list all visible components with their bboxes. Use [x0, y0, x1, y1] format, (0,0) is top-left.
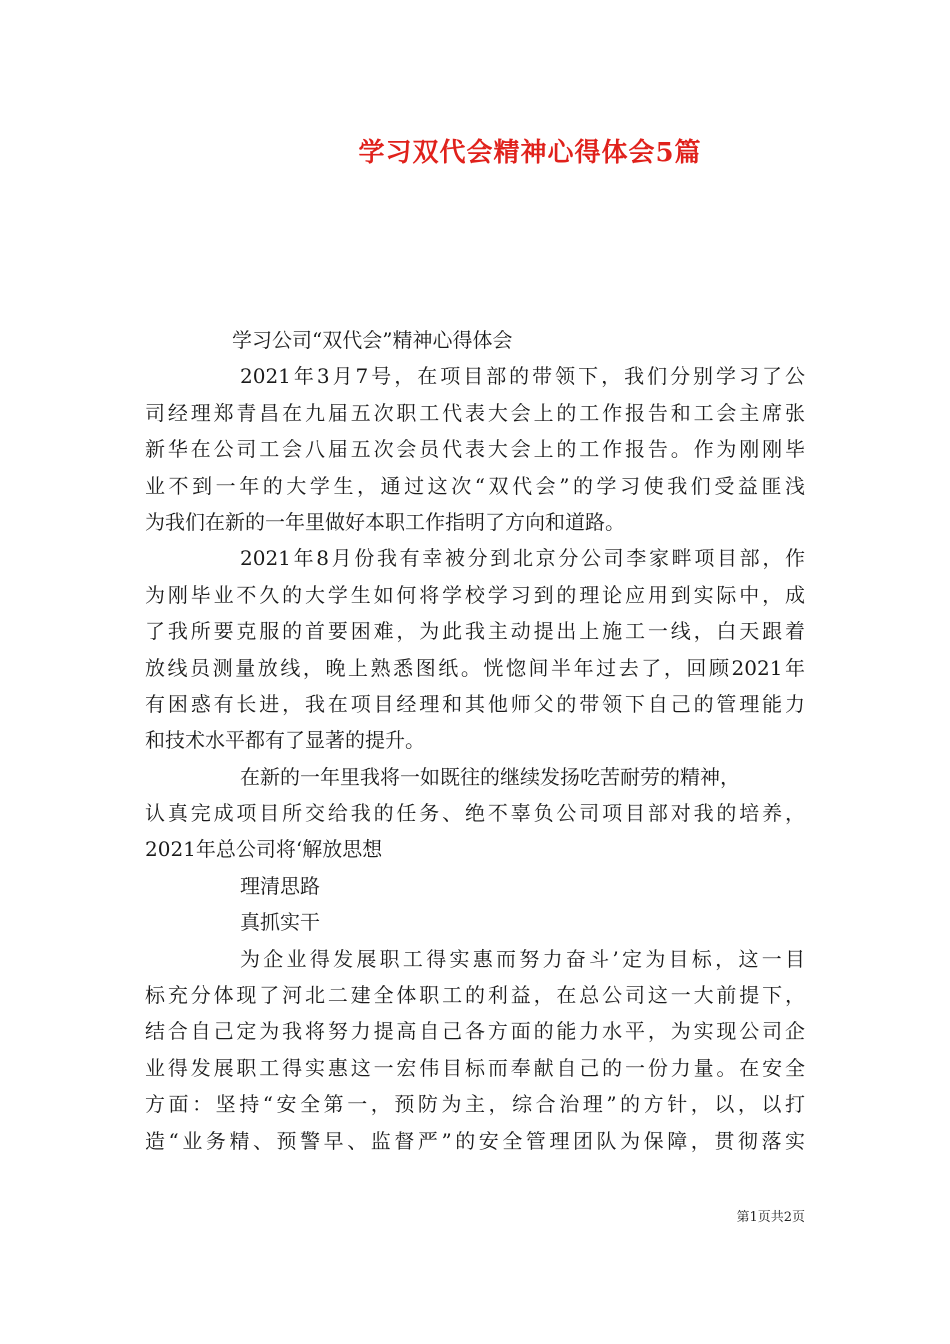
paragraph-line: 和技术水平都有了显著的提升。 — [145, 728, 425, 753]
paragraph-line: 司经理郑青昌在九届五次职工代表大会上的工作报告和工会主席张 — [145, 400, 805, 425]
paragraph-line: 2021年总公司将‘解放思想 — [145, 837, 383, 862]
paragraph-line: 放线员测量放线，晚上熟悉图纸。恍惚间半年过去了，回顾2021年 — [145, 655, 805, 680]
paragraph-line: 2021年8月份我有幸被分到北京分公司李家畔项目部，作 — [240, 546, 805, 571]
paragraph-line: 2021年3月7号，在项目部的带领下，我们分别学习了公 — [240, 364, 805, 389]
paragraph-line: 为我们在新的一年里做好本职工作指明了方向和道路。 — [145, 509, 625, 534]
paragraph-line: 方面：坚持“安全第一，预防为主，综合治理”的方针，以，以打 — [145, 1092, 805, 1117]
paragraph-line: 业不到一年的大学生，通过这次“双代会”的学习使我们受益匪浅 — [145, 473, 805, 498]
paragraph-line: 新华在公司工会八届五次会员代表大会上的工作报告。作为刚刚毕 — [145, 437, 805, 462]
paragraph-line: 造“业务精、预警早、监督严”的安全管理团队为保障，贯彻落实 — [145, 1128, 805, 1153]
paragraph-line: 业得发展职工得实惠这一宏伟目标而奉献自己的一份力量。在安全 — [145, 1055, 805, 1080]
paragraph-line: 标充分体现了河北二建全体职工的利益，在总公司这一大前提下， — [145, 983, 805, 1008]
paragraph-line: 理清思路 — [240, 873, 320, 898]
paragraph-line: 了我所要克服的首要困难，为此我主动提出上施工一线，白天跟着 — [145, 619, 805, 644]
paragraph-line: 为企业得发展职工得实惠而努力奋斗’定为目标，这一目 — [240, 946, 805, 971]
paragraph-line: 结合自己定为我将努力提高自己各方面的能力水平，为实现公司企 — [145, 1019, 805, 1044]
document-title: 学习双代会精神心得体会5篇 — [358, 138, 702, 168]
page-indicator: 第1页共2页 — [736, 1210, 805, 1225]
paragraph-line: 为刚毕业不久的大学生如何将学校学习到的理论应用到实际中，成 — [145, 582, 805, 607]
paragraph-line: 在新的一年里我将一如既往的继续发扬吃苦耐劳的精神， — [240, 764, 740, 789]
paragraph-line: 有困惑有长进，我在项目经理和其他师父的带领下自己的管理能力 — [145, 691, 805, 716]
paragraph-line: 认真完成项目所交给我的任务、绝不辜负公司项目部对我的培养， — [145, 801, 805, 826]
paragraph-line: 真抓实干 — [240, 910, 320, 935]
document-body — [145, 322, 805, 1159]
document-subtitle: 学习公司“双代会”精神心得体会 — [232, 328, 513, 352]
